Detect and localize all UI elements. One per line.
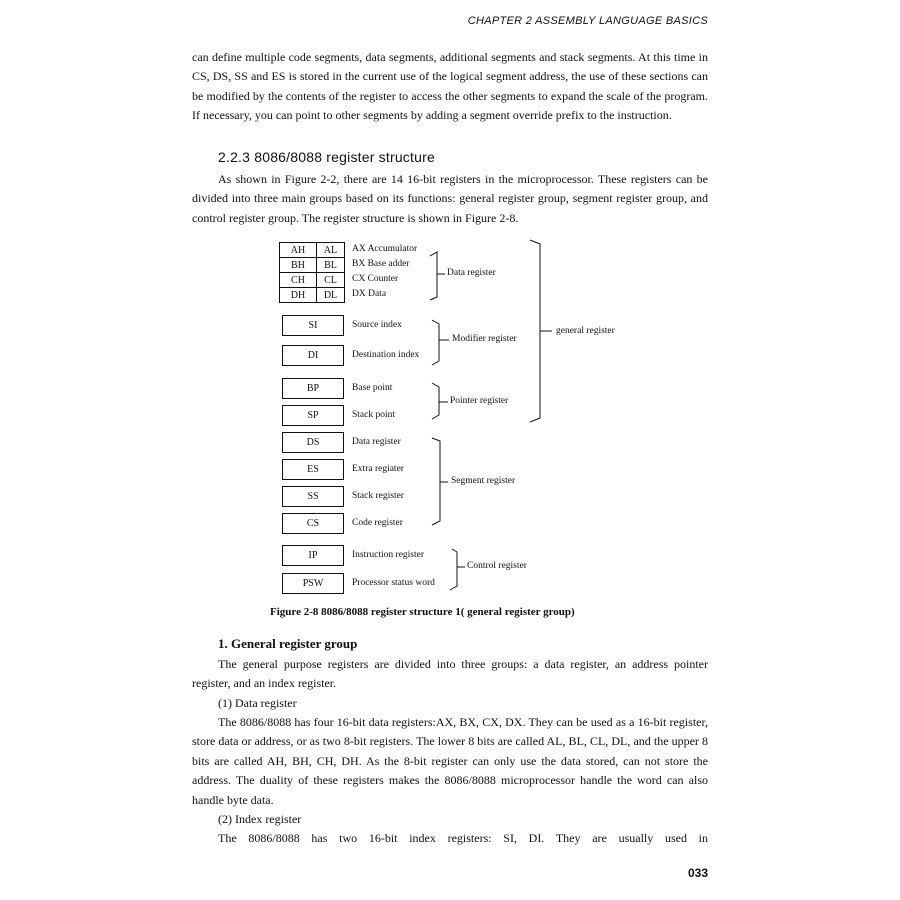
general-register-bracket [530, 240, 540, 422]
register-label: Base point [352, 383, 393, 393]
section-paragraph: As shown in Figure 2-2, there are 14 16-bit registers in the microprocessor. These registers can be divided into three main groups based on its functions: general register group, segment register group, and control register group. The register structure is shown in Figure 2-8. [192, 172, 708, 225]
register-label: Destination index [352, 350, 420, 360]
register-label: Data register [352, 437, 401, 447]
body-paragraph: The general purpose registers are divided into three groups: a data register, an address pointer register, and an index register. [192, 657, 708, 691]
register-cs: CS [282, 513, 344, 534]
register-al: AL [316, 242, 345, 258]
register-label: DX Data [352, 289, 387, 299]
group-label-modifier: Modifier register [452, 334, 517, 344]
register-ah: AH [279, 242, 317, 258]
register-label: BX Base adder [352, 259, 410, 269]
intro-paragraph: can define multiple code segments, data segments, additional segments and stack segments. At this time in CS, DS, SS and ES is stored in the current use of the logical segment address, the use of these sections can be modified by the contents of the register to access the other segments to expand the scale of the program. If necessary, you can point to other segments by adding a segment override prefix to the instruction. [192, 50, 708, 123]
register-es: ES [282, 459, 344, 480]
register-dh: DH [279, 287, 317, 303]
register-label: AX Accumulator [352, 244, 418, 254]
group-label-pointer: Pointer register [450, 396, 509, 406]
register-label: Stack point [352, 410, 396, 420]
pointer-register-bracket [432, 383, 439, 419]
figure-caption: Figure 2-8 8086/8088 register structure 1( general register group) [270, 606, 575, 618]
subheading: 1. General register group [218, 636, 358, 651]
register-dl: DL [316, 287, 345, 303]
body-paragraph: The 8086/8088 has four 16-bit data registers:AX, BX, CX, DX. They can be used as a 16-bit register, store data or address, or as two 8-bit registers. The lower 8 bits are called AL, BL, CL, DL, and the upper 8 bits are called AH, BH, CH, DH. As the 8-bit register can only use the data stored, can not store the address. The duality of these registers makes the 8086/8088 microprocessor handle the word can also handle byte data. [192, 715, 708, 807]
register-bh: BH [279, 257, 317, 273]
control-register-bracket [450, 549, 457, 590]
register-bp: BP [282, 378, 344, 399]
register-label: Extra regiater [352, 464, 404, 474]
register-ds: DS [282, 432, 344, 453]
register-sp: SP [282, 405, 344, 426]
register-bl: BL [316, 257, 345, 273]
register-label: Stack register [352, 491, 404, 501]
body-paragraph: The 8086/8088 has two 16-bit index registers: SI, DI. They are usually used in [218, 831, 708, 845]
group-label-control: Control register [467, 561, 527, 571]
subsection-title: (1) Data register [218, 696, 297, 710]
page-number: 033 [687, 866, 708, 880]
register-label: CX Counter [352, 274, 399, 284]
subsection-title: (2) Index register [218, 812, 302, 826]
register-label: Instruction register [352, 550, 425, 560]
group-label-general: general register [556, 326, 615, 336]
modifier-register-bracket [432, 320, 439, 365]
register-psw: PSW [282, 573, 344, 594]
register-label: Code register [352, 518, 403, 528]
register-cl: CL [316, 272, 345, 288]
register-label: Processor status word [352, 578, 435, 588]
register-label: Source index [352, 320, 402, 330]
segment-register-bracket [432, 438, 440, 525]
register-si: SI [282, 315, 344, 336]
register-ss: SS [282, 486, 344, 507]
group-label-data: Data register [447, 268, 496, 278]
register-di: DI [282, 345, 344, 366]
running-header: CHAPTER 2 ASSEMBLY LANGUAGE BASICS [467, 15, 708, 27]
data-register-bracket [430, 252, 437, 300]
register-ip: IP [282, 545, 344, 566]
group-label-segment: Segment register [451, 476, 516, 486]
section-heading: 2.2.3 8086/8088 register structure [218, 149, 435, 165]
register-ch: CH [279, 272, 317, 288]
